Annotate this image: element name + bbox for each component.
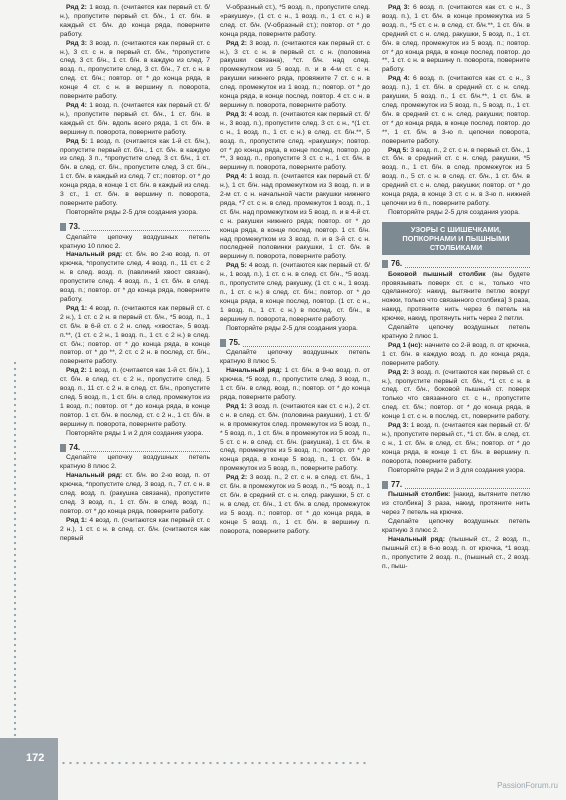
row-label: Ряд 2: bbox=[226, 474, 248, 482]
footer-site: PassionForum.ru bbox=[497, 781, 558, 790]
row-label: Ряд 1: bbox=[66, 304, 88, 312]
paragraph bbox=[382, 536, 530, 572]
paragraph bbox=[60, 40, 210, 102]
paragraph bbox=[60, 4, 210, 40]
paragraph bbox=[382, 4, 530, 75]
row-label: Ряд 3: bbox=[388, 422, 409, 430]
paragraph bbox=[60, 138, 210, 209]
row-label: Ряд 5: bbox=[226, 262, 247, 270]
pattern-number-label: 73. bbox=[69, 221, 81, 231]
paragraph bbox=[220, 40, 370, 111]
paragraph-text: 1 возд. п. (считается как первый ст. б/н.), пропустите первый ст. б/н., 1 ст. б/н. в каждый ст. б/н. до конца ряда, поверните работу. bbox=[60, 4, 211, 38]
decorative-dots-bottom bbox=[60, 760, 370, 766]
paragraph bbox=[382, 518, 530, 536]
paragraph-text: 4 возд. п. (считаются как первый ст. с 2 н.), 1 ст. с 2 н. в первый ст. б/н., *5 возд. п., 1 ст. б/н. в 6-й ст. с 2 н. след. «хвоста», 5 возд. п.**, (1 ст. с 2 н., 1 возд. п., 1 ст. с 2 н.) в след. ст. б/н.; повтор. от * до конца ряда, в конце повтор. от * до **, 2 ст. с 2 н. в послед. ст. б/н., поверните работу. bbox=[60, 304, 211, 366]
paragraph bbox=[60, 367, 210, 429]
paragraph-text: [накид, вытяните петлю из столбика] 3 раза, накид, протяните нить через 7 петель на крючке. bbox=[382, 491, 530, 517]
row-label: Ряд 5: bbox=[66, 137, 88, 145]
paragraph bbox=[60, 472, 210, 517]
paragraph bbox=[382, 324, 530, 342]
paragraph-text: 1 возд. п. (считается как 1-й ст. б/н.), 1 ст. б/н. в след. ст. с 2 н., пропустите след. 5 возд. п., 11 ст. с 2 н. в след. ст. б/н., пропустите след. 5 возд. п., 1 ст. б/н. в след. промежуток из 1 возд. п.; повтор. от * до конца ряда, в конце повтор. 1 ст. б/н. в послед. ст. с 2 н., 1 ст. б/н. в вершину п. поворота, поверните работу. bbox=[60, 367, 210, 428]
paragraph-text: 6 возд. п. (считаются как ст. с н., 3 возд. п.), 1 ст. б/н. в конце промежутка из 5 возд. п., *5 ст. с н. в след. ст. б/н.**, 1 ст. б/н. в средний ст. с н. след. ракушки, 5 возд. п., 1 ст. б/н. в след. промежуток из 5 возд. п.; повтор. от * до конца ряда, в конце послед. повтор. до **, 1 ст. с н. в вершину п. поворота, поверните работу. bbox=[382, 4, 530, 74]
paragraph-text: 1 возд. п. (считается как первый ст. б/н.), пропустите первый ст., *1 ст. б/н. в след. ст. с н., 1 ст. б/н. в след. ст. б/н.; повтор. от * до конца ряда, в конце 1 ст. б/н. в вершину п. поворота, поверните работу. bbox=[382, 422, 530, 465]
paragraph-text: 4 возд. п. (считаются как первый ст. б/н., 3 возд. п.), пропустите след. 3 ст. с н., *(1 ст. с н., 1 возд. п., 1 ст. с н.) в след. ст. б/н.**, 5 возд. п., пропустите след. «ракушку»; повтор. от * до конца ряда, в конце послед. повтор. до **, 3 возд. п., пропустите 3 ст. с н., 1 ст. б/н. в вершину п. поворота, поверните работу. bbox=[220, 110, 370, 172]
row-label: Ряд 3: bbox=[66, 39, 88, 47]
section-marker bbox=[60, 444, 66, 452]
section-marker bbox=[382, 260, 388, 268]
paragraph-text: ст. б/н. во 2-ю возд. п. от крючка, *пропустите след. 3 возд. п., 7 ст. с н. в след. возд. п. (ракушка связана), пропустите след. 3 возд. п., 1 ст. б/н. в след. возд. п.; повтор. от * до конца ряда, поверните работу. bbox=[60, 472, 210, 515]
row-label: Ряд 1: bbox=[226, 402, 247, 410]
paragraph-text: V-образный ст.), *5 возд. п., пропустите след. «ракушку», (1 ст. с н., 1 возд. п., 1 ст. с н.) в след. ст. б/н. (V-образный ст.); повтор. от * до конца ряда, поверните работу. bbox=[220, 4, 370, 38]
row-label: Начальный ряд: bbox=[226, 367, 282, 375]
row-label: Ряд 3: bbox=[226, 110, 247, 118]
paragraph-text: 1 возд. п. (считается как первый ст. б/н.), пропустите первый ст. б/н., 1 ст. б/н. в каждый ст. б/н. вдоль всего ряда, 1 ст. б/н. в вершину п. поворота, поверните работу. bbox=[60, 101, 211, 136]
paragraph-text: 1 возд. п. (считается как первый ст. б/н.), 1 ст. б/н. над промежутком из 3 возд. п. и в 2-м ст. с н. начальной части ракушки нижнего ряда, *7 ст. с н. в след. промежуток 1 возд. п., 1 ст. б/н. над промежутком из 5 возд. п. и в 4-й ст. с н. ракушки нижнего ряда; повтор. от * до конца ряда, в конце послед. повтор. 1 ст. б/н. над промежутком из 3 возд. п. и в 3-й ст. с н. последней половинки ракушки, 1 ст. б/н. в вершину п. поворота, поверните работу. bbox=[220, 173, 371, 261]
paragraph bbox=[220, 4, 370, 40]
paragraph bbox=[60, 454, 210, 472]
paragraph bbox=[382, 342, 530, 369]
paragraph-text: Сделайте цепочку воздушных петель кратную 8 плюс 2. bbox=[60, 454, 210, 471]
pattern-number-label: 75. bbox=[229, 337, 241, 347]
paragraph bbox=[220, 403, 370, 474]
section-banner: УЗОРЫ С ШИШЕЧКАМИ, ПОПКОРНАМИ И ПЫШНЫМИ СТОЛБИКАМИ bbox=[382, 222, 530, 255]
paragraph bbox=[382, 271, 530, 324]
row-label: Пышный столбик: bbox=[388, 491, 451, 499]
row-label: Ряд 3: bbox=[388, 4, 410, 11]
decorative-dots-left bbox=[12, 360, 18, 740]
section-marker bbox=[382, 481, 388, 489]
paragraph-text: 4 возд. п. (считаются как первый ст. б/н., 1 возд. п.), 1 ст. с н. в след. ст. б/н., *5 возд. п., пропустите след. ракушку, (1 ст. с н., 1 возд. п., 1 ст. с н.) в след. ст. б/н.; повтор. от * до конца ряда, в конце послед. повтор. (1 ст. с н., 1 возд. п., 1 ст. с н.) в послед. ст. б/н., в вершину п. поворота, поверните работу. bbox=[220, 262, 370, 323]
pattern-number-label: 77. bbox=[391, 479, 403, 489]
column-right-top bbox=[382, 4, 530, 218]
paragraph-text: 1 ст. б/н. в 9-ю возд. п. от крючка, *5 возд. п., пропустите след. 3 возд. п., 1 ст. б/н. в след. возд. п.; повтор. от * до конца ряда, поверните работу. bbox=[220, 367, 370, 401]
paragraph-text: начните со 2-й возд. п. от крючка, 1 ст. б/н. в каждую возд. п. до конца ряда, поверните работу. bbox=[382, 341, 530, 367]
pattern-number bbox=[382, 260, 530, 269]
row-label: Ряд 2: bbox=[66, 4, 87, 11]
paragraph bbox=[220, 349, 370, 367]
paragraph-text: Сделайте цепочку воздушных петель кратную 3 плюс 2. bbox=[382, 518, 530, 535]
paragraph bbox=[60, 430, 210, 439]
row-label: Ряд 4: bbox=[226, 173, 247, 181]
paragraph-text: 3 возд. п. (считаются как ст. с н.), 2 ст. с н. в след. ст. б/н. (половина ракушки), 1 ст. б/н. в промежуток след. промежуток из 5 возд. п., * 5 возд. п., 1 ст. б/н. в промежуток из 5 возд. п., 5 ст. с н. в след. ст. б/н. (ракушка), 1 ст. б/н. в след. промежуток из 5 возд. п.; повтор. от * до конца ряда, в конце 5 возд. п., 1 ст. б/н. в промежуток из 5 возд. п., поверните работу. bbox=[220, 402, 370, 473]
paragraph bbox=[60, 209, 210, 218]
row-label: Ряд 2: bbox=[66, 367, 87, 375]
paragraph-text: Сделайте цепочку воздушных петель кратную 10 плюс 2. bbox=[60, 233, 210, 250]
paragraph-text: 3 возд. п., 2 ст. с н. в след. ст. б/н., 1 ст. б/н. в промежуток из 5 возд. п., *5 возд. п., 1 ст. б/н. в средний ст. с н. след. ракушки, 5 ст. с н. в след. ст. б/н., 1 ст. б/н. в след. промежуток из 5 возд. п.; повтор. от * до конца ряда, в конце 5 возд. п., 1 ст. б/н. в вершину п. поворота, поверните работу. bbox=[220, 474, 371, 535]
paragraph bbox=[60, 517, 210, 544]
paragraph-text: Повторяйте ряды 2 и 3 для создания узора. bbox=[388, 466, 526, 474]
row-label: Ряд 2: bbox=[226, 39, 248, 47]
paragraph bbox=[220, 262, 370, 324]
paragraph-text: Повторяйте ряды 2-5 для создания узора. bbox=[388, 208, 520, 216]
paragraph-text: Повторяйте ряды 2-5 для создания узора. bbox=[66, 208, 198, 216]
paragraph bbox=[60, 102, 210, 138]
paragraph bbox=[60, 305, 210, 367]
paragraph bbox=[382, 75, 530, 146]
paragraph-text: 4 возд. п. (считаются как первый ст. с 2 н.), 1 ст. с н. в след. ст. б/н. (считаются как первый bbox=[60, 516, 211, 542]
paragraph-text: ст. б/н. во 2-ю возд. п. от крючка, *пропустите след. 4 возд. п., 11 ст. с 2 н. в след. возд. п. (павлиний хвост связан), пропустите след. 4 возд. п., 1 ст. б/н. в след. возд. п.; повтор. от * до конца ряда, поверните работу. bbox=[60, 251, 210, 303]
paragraph-text: Повторяйте ряды 2-5 для создания узора. bbox=[226, 324, 358, 332]
dotted-rule bbox=[83, 444, 210, 452]
row-label: Ряд 2: bbox=[388, 368, 409, 376]
paragraph bbox=[60, 251, 210, 304]
page-corner-block bbox=[0, 738, 58, 800]
pattern-number bbox=[382, 481, 530, 490]
paragraph-text: Повторяйте ряды 1 и 2 для создания узора. bbox=[66, 429, 204, 437]
paragraph bbox=[382, 209, 530, 218]
paragraph bbox=[220, 325, 370, 334]
row-label: Ряд 4: bbox=[66, 101, 87, 109]
paragraph-text: (пышный ст., 2 возд. п., пышный ст.) в 6-ю возд. п. от крючка, *1 возд. п., пропустите 2 возд. п., (пышный ст., 2 возд. п., пыш- bbox=[382, 535, 530, 570]
section-marker bbox=[220, 339, 226, 347]
row-label: Ряд 1 (нс): bbox=[388, 341, 423, 349]
paragraph-text: Сделайте цепочку воздушных петель кратную 2 плюс 1. bbox=[382, 324, 530, 340]
paragraph bbox=[220, 173, 370, 262]
pattern-number-label: 76. bbox=[391, 258, 403, 268]
paragraph-text: 1 возд. п. (считается как 1-й ст. б/н.), пропустите первый ст. б/н., 1 ст. б/н. в каждую из след. 3 п., *пропустите след. 3 ст. б/н., 1 ст. б/н. в след. ст. б/н., пропустите след. 3 ст. б/н., 1 ст. б/н. в каждый из след. 7 ст.; повтор. от * до конца ряда, в конце 1 ст. б/н. в каждый из след. 3 ст., 1 ст. б/н. в вершину п. поворота, поверните работу. bbox=[60, 137, 210, 207]
row-label: Ряд 5: bbox=[388, 146, 409, 154]
paragraph bbox=[382, 467, 530, 476]
dotted-rule bbox=[243, 339, 370, 347]
paragraph bbox=[382, 147, 530, 209]
paragraph-text: 3 возд. п. (считаются как первый ст. с н.), 3 ст. с н. в первый ст. б/н., *пропустите след. 3 ст. б/н., 1 ст. б/н. в каждую из след. 7 возд. п., пропустите след. 3 ст. б/н., 7 ст. с н. в след. ст. б/н.; повтор. от * до конца ряда, в конце 4 ст. с н. в вершину п. поворота, поверните работу. bbox=[60, 39, 211, 101]
row-label: Боковой пышный столбик bbox=[388, 270, 486, 278]
pattern-number bbox=[60, 223, 210, 232]
column-right-bottom bbox=[382, 260, 530, 572]
dotted-rule bbox=[405, 260, 530, 268]
dotted-rule bbox=[83, 223, 210, 231]
paragraph bbox=[382, 491, 530, 518]
paragraph-text: (вы будете провязывать поверх ст. с н., только что сделанного): накид, вытяните петлю вокруг ножки, только что связанного столбика] 3 раза, накид, протяните нить через 6 петель на крючке, накид, протянуть нить через 2 петли. bbox=[382, 270, 530, 323]
column-left bbox=[60, 4, 210, 543]
row-label: Ряд 4: bbox=[388, 75, 410, 83]
column-right bbox=[382, 4, 530, 572]
pattern-number bbox=[220, 339, 370, 348]
paragraph-text: 3 возд. п. (считаются как первый ст. с н.), 3 ст. с н. в первый ст. с н. (половина ракушки связана), *ст. б/н. над след. промежутком из 5 возд. п. и в 4-м ст. с н. ракушки нижнего ряда, провяжите 7 ст. с н. в след. промежуток из 1 возд. п.; повтор. от * до конца ряда, в конце послед. повтор. 4 ст. с н. в вершину п. поворота, поверните работу. bbox=[220, 39, 371, 109]
row-label: Начальный ряд: bbox=[388, 535, 446, 543]
paragraph-text: Сделайте цепочку воздушных петель кратную 8 плюс 5. bbox=[220, 349, 370, 366]
row-label: Начальный ряд: bbox=[66, 251, 123, 259]
page-number: 172 bbox=[26, 752, 45, 764]
dotted-rule bbox=[405, 481, 530, 489]
pattern-number-label: 74. bbox=[69, 442, 81, 452]
paragraph bbox=[60, 234, 210, 252]
row-label: Начальный ряд: bbox=[66, 472, 123, 480]
paragraph bbox=[382, 422, 530, 467]
section-marker bbox=[60, 223, 66, 231]
paragraph bbox=[382, 369, 530, 422]
paragraph-text: 6 возд. п. (считаются как ст. с н., 3 возд. п.), 1 ст. б/н. в средний ст. с н. след. ракушки, 5 возд. п., 1 ст. б/н.**, 1 ст. б/н. в след. промежуток из 5 возд. п., 5 возд. п., 1 ст. б/н. в средний ст. с н. след. ракушки; повтор. от * до конца ряда, в конце послед. повтор. до **, 1 ст. б/н. в 3-ю п. цепочки поворота, поверните работу. bbox=[382, 75, 530, 145]
paragraph bbox=[220, 111, 370, 173]
paragraph bbox=[220, 474, 370, 536]
paragraph bbox=[220, 367, 370, 403]
paragraph-text: 3 возд. п., 2 ст. с н. в первый ст. б/н., 1 ст. б/н. в средний ст. с н. след. ракушки, *5 возд. п., 1 ст. б/н. в след. промежуток из 5 возд. п., 5 ст. с н. в след. ст. б/н., 1 ст. б/н. в средний ст. с н. след. ракушки; повтор. от * до конца ряда, в конце 3 ст. с н. в 3-ю п. нижней цепочки из 6 п., поверните работу. bbox=[382, 146, 530, 207]
row-label: Ряд 1: bbox=[66, 516, 88, 524]
pattern-number bbox=[60, 444, 210, 453]
paragraph-text: 3 возд. п. (считаются как первый ст. с н.), пропустите первый ст. б/н., *1 ст. с н. в след. ст. б/н., боковой пышный ст. поверх только что связанного ст. с н., пропустите след. ст. б/н.; повтор. от * до конца ряда, в конце 1 ст. с н. в послед. ст., поверните работу. bbox=[382, 368, 530, 421]
column-middle bbox=[220, 4, 370, 536]
